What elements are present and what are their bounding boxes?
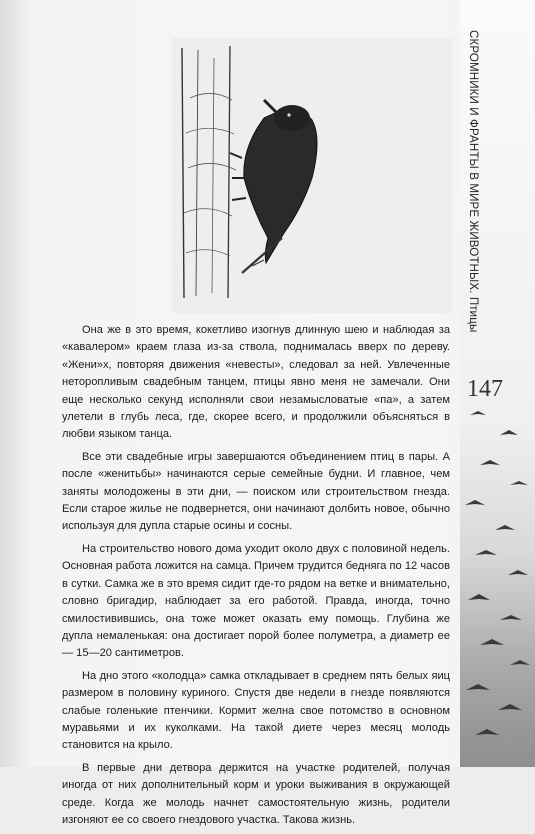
- paragraph: На дно этого «колодца» самка откладывает в среднем пять белых яиц размером в половину куриного. Спустя две недели в гнезде появляются слабые голенькие птенчики. Кормит желна свое потомство в основном муравьями и их куколками. На такой диете через месяц молодь становится на крыло.: [62, 669, 450, 752]
- flying-birds-decoration: [460, 395, 535, 767]
- paragraph: На строительство нового дома уходит около двух с половиной недель. Основная работа ложится на самца. Причем трудится бедняга по 12 часов в сутки. Самка же в это время сидит где-то рядом на ветке и внимательно, словно бригадир, наблюдает за его работой. Правда, иногда, точно смилостивившись, она тоже может оказать ему помощь. Глубина же дупла немаленькая: она достигает порой более полуметра, а диаметр ее — 15—20 сантиметров.: [62, 542, 450, 660]
- paragraph: В первые дни детвора держится на участке родителей, получая иногда от них дополнительный корм и уроки выживания в окружающей среде. Когда же молодь начнет самостоятельную жизнь, родители изгоняют ее со своего гнездового участка. Такова жизнь.: [62, 761, 450, 826]
- main-text: [62, 322, 450, 834]
- paragraph: Все эти свадебные игры завершаются объединением птиц в пары. А после «женитьбы» начинаются серые семейные будни. И главное, чем заняты молодожены в эти дни, — поиском или строительством гнезда. Если старое жилье не подвернется, они начинают долбить новое, обычно используя для дупла старые осины и сосны.: [62, 450, 450, 533]
- page-number: 147: [467, 376, 503, 402]
- paragraph: Она же в это время, кокетливо изогнув длинную шею и наблюдая за «кавалером» краем глаза из-за ствола, поднималась вверх по дереву. «Жени»х, повторяя движения «невесты», следовал за ней. Увлеченные неторопливым свадебным танцем, птицы явно меня не замечали. Они еще несколько секунд исполняли свои незамысловатые «па», а затем улетели в глубь леса, где, скорее всего, и продолжили объясняться в любви языком танца.: [62, 324, 450, 441]
- running-head: СКРОМНИКИ И ФРАНТЫ В МИРЕ ЖИВОТНЫХ. Птицы: [467, 30, 480, 333]
- woodpecker-illustration: [172, 38, 452, 313]
